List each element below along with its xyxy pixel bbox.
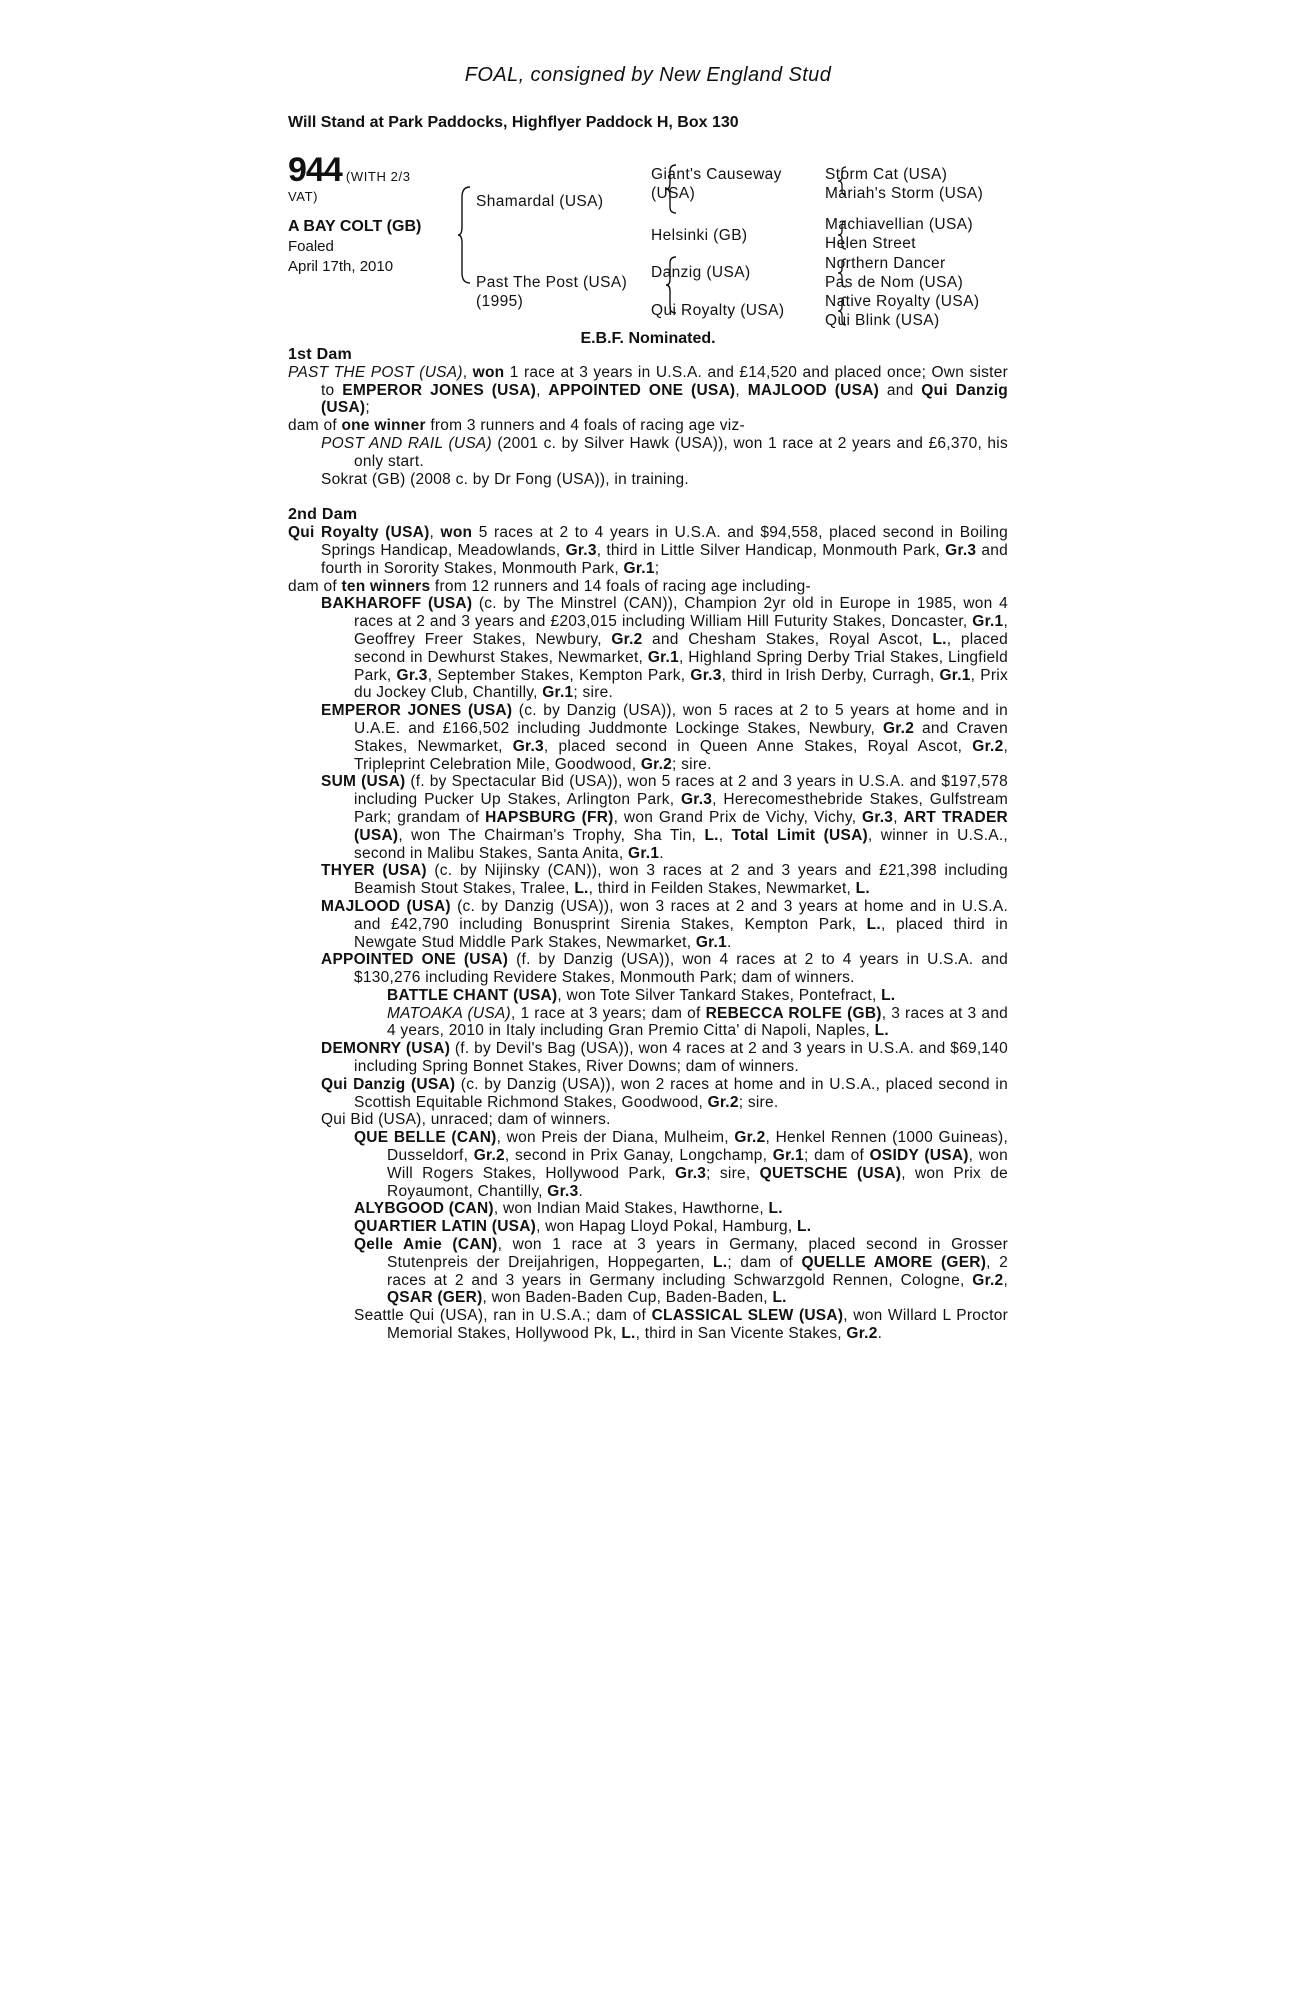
produce-entry: POST AND RAIL (USA) (2001 c. by Silver Hawk (USA)), won 1 race at 2 years and £6,370, his only start. (321, 434, 1008, 470)
produce-entry-sub: MATOAKA (USA), 1 race at 3 years; dam of REBECCA ROLFE (GB), 3 races at 3 and 4 years, 2010 in Italy including Gran Premio Citta' di Napoli, Naples, L. (387, 1004, 1008, 1040)
produce-entry-sub: Qelle Amie (CAN), won 1 race at 3 years in Germany, placed second in Grosser Stutenpreis der Dreijahrigen, Hoppegarten, L.; dam of QUELLE AMORE (GER), 2 races at 2 and 3 years in Germany including Schwarzgold Rennen, Cologne, Gr.2, QSAR (GER), won Baden-Baden Cup, Baden-Baden, L. (354, 1236, 1008, 1307)
lot-block (288, 151, 468, 277)
pedigree-sire-sire-cont: (USA) (651, 185, 696, 202)
pedigree-dam: Past The Post (USA) (476, 274, 628, 291)
foaled-label: Foaled (288, 238, 334, 255)
produce-entry: Qui Danzig (USA) (c. by Danzig (USA)), won 2 races at home and in U.S.A., placed second in Scottish Equitable Richmond Stakes, Goodwood, Gr.2; sire. (321, 1075, 1008, 1111)
second-dam-summary: dam of ten winners from 12 runners and 14 foals of racing age including- (288, 577, 811, 595)
produce-entry: SUM (USA) (f. by Spectacular Bid (USA)), won 5 races at 2 and 3 years in U.S.A. and $197,578 including Pucker Up Stakes, Arlington Park, Gr.3, Herecomesthebride Stakes, Gulfstream Park; grandam of HAPSBURG (FR), won Grand Prix de Vichy, Vichy, Gr.3, ART TRADER (USA), won The Chairman's Trophy, Sha Tin, L., Total Limit (USA), winner in U.S.A., second in Malibu Stakes, Santa Anita, Gr.1. (321, 773, 1008, 862)
produce-entry-sub: ALYBGOOD (CAN), won Indian Maid Stakes, Hawthorne, L. (354, 1200, 783, 1218)
pedigree-dam-dam: Qui Royalty (USA) (651, 302, 785, 319)
produce-entry: DEMONRY (USA) (f. by Devil's Bag (USA)), won 4 races at 2 and 3 years in U.S.A. and $69,140 including Spring Bonnet Stakes, River Downs; dam of winners. (321, 1040, 1008, 1076)
consignor-line: FOAL, consigned by New England Stud (464, 64, 832, 86)
first-dam-summary: dam of one winner from 3 runners and 4 foals of racing age viz- (288, 417, 745, 435)
pedigree-sire: Shamardal (USA) (476, 193, 604, 210)
pedigree-ddd: Qui Blink (USA) (825, 312, 940, 329)
produce-entry: MAJLOOD (USA) (c. by Danzig (USA)), won 3 races at 2 and 3 years at home and in U.S.A. and £42,790 including Bonusprint Sirenia Stakes, Kempton Park, L., placed third in Newgate Stud Middle Park Stakes, Newmarket, Gr.1. (321, 897, 1008, 951)
pedigree-sss: Storm Cat (USA) (825, 166, 948, 183)
produce-record (288, 346, 1008, 1343)
pedigree-sire-sire: Giant's Causeway (651, 166, 782, 183)
pedigree-ssd: Mariah's Storm (USA) (825, 185, 984, 202)
pedigree-sds: Machiavellian (USA) (825, 216, 974, 233)
produce-entry: EMPEROR JONES (USA) (c. by Danzig (USA)), won 5 races at 2 to 5 years at home and in U.A.E. and £166,502 including Juddmonte Lockinge Stakes, Newbury, Gr.2 and Craven Stakes, Newmarket, Gr.3, placed second in Queen Anne Stakes, Royal Ascot, Gr.2, Tripleprint Celebration Mile, Goodwood, Gr.2; sire. (321, 702, 1009, 773)
first-dam-heading: 1st Dam (288, 346, 352, 363)
vat-note-cont: VAT) (288, 189, 319, 204)
produce-entry: BAKHAROFF (USA) (c. by The Minstrel (CAN)), Champion 2yr old in Europe in 1985, won 4 races at 2 and 3 years and £203,015 including William Hill Futurity Stakes, Doncaster, Gr.1, Geoffrey Freer Stakes, Newbury, Gr.2 and Chesham Stakes, Royal Ascot, L., placed second in Dewhurst Stakes, Newmarket, Gr.1, Highland Spring Derby Trial Stakes, Lingfield Park, Gr.3, September Stakes, Kempton Park, Gr.3, third in Irish Derby, Curragh, Gr.1, Prix du Jockey Club, Chantilly, Gr.1; sire. (321, 595, 1008, 702)
pedigree-sire-dam: Helsinki (GB) (651, 227, 748, 244)
foaled-date: April 17th, 2010 (288, 258, 394, 275)
pedigree-dds: Native Royalty (USA) (825, 293, 980, 310)
ebf-nominated: E.B.F. Nominated. (580, 330, 716, 347)
second-dam-heading: 2nd Dam (288, 506, 358, 524)
lot-number: 944 (288, 151, 342, 189)
produce-entry-sub: QUARTIER LATIN (USA), won Hapag Lloyd Pokal, Hamburg, L. (354, 1218, 812, 1236)
pedigree-dam-year: (1995) (476, 293, 524, 310)
pedigree-dam-sire: Danzig (USA) (651, 264, 751, 281)
first-dam-record: PAST THE POST (USA), won 1 race at 3 years in U.S.A. and £14,520 and placed once; Own sister to EMPEROR JONES (USA), APPOINTED ONE (USA), MAJLOOD (USA) and Qui Danzig (USA); (288, 363, 1008, 417)
pedigree-dsd: Pas de Nom (USA) (825, 274, 964, 291)
produce-entry: THYER (USA) (c. by Nijinsky (CAN)), won 3 races at 2 and 3 years and £21,398 including Beamish Stout Stakes, Tralee, L., third in Feilden Stakes, Newmarket, L. (321, 862, 1008, 898)
pedigree-sdd: Helen Street (825, 235, 916, 252)
produce-entry-sub: Seattle Qui (USA), ran in U.S.A.; dam of CLASSICAL SLEW (USA), won Willard L Proctor Memorial Stakes, Hollywood Pk, L., third in San Vicente Stakes, Gr.2. (354, 1307, 1008, 1343)
stand-location: Will Stand at Park Paddocks, Highflyer Paddock H, Box 130 (288, 114, 739, 131)
produce-entry: Qui Bid (USA), unraced; dam of winners. (321, 1111, 611, 1129)
second-dam-record: Qui Royalty (USA), won 5 races at 2 to 4 years in U.S.A. and $94,558, placed second in Boiling Springs Handicap, Meadowlands, Gr.3, third in Little Silver Handicap, Monmouth Park, Gr.3 and fourth in Sorority Stakes, Monmouth Park, Gr.1; (288, 524, 1009, 577)
produce-entry: Sokrat (GB) (2008 c. by Dr Fong (USA)), in training. (321, 470, 689, 488)
lot-description: A BAY COLT (GB) (288, 218, 422, 235)
vat-note: (WITH 2/3 (345, 169, 411, 184)
produce-entry: APPOINTED ONE (USA) (f. by Danzig (USA)), won 4 races at 2 to 4 years in U.S.A. and $130,276 including Revidere Stakes, Monmouth Park; dam of winners. (321, 951, 1008, 987)
produce-entry-sub: BATTLE CHANT (USA), won Tote Silver Tankard Stakes, Pontefract, L. (387, 986, 896, 1004)
produce-entry-sub: QUE BELLE (CAN), won Preis der Diana, Mulheim, Gr.2, Henkel Rennen (1000 Guineas), Dusseldorf, Gr.2, second in Prix Ganay, Longchamp, Gr.1; dam of OSIDY (USA), won Will Rogers Stakes, Hollywood Park, Gr.3; sire, QUETSCHE (USA), won Prix de Royaumont, Chantilly, Gr.3. (354, 1129, 1009, 1200)
pedigree-brace-main (458, 185, 472, 285)
pedigree-dss: Northern Dancer (825, 255, 946, 272)
